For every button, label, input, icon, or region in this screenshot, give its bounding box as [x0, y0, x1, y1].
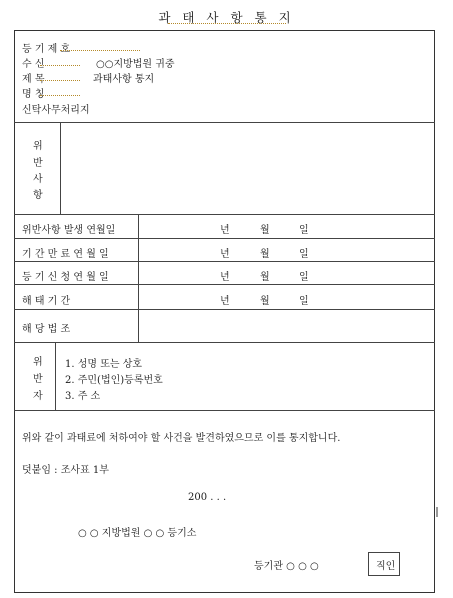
divider-violation: [14, 214, 435, 215]
issue-date: 200 . . .: [188, 492, 227, 503]
violator-divider: [55, 342, 56, 410]
date-row-application-year: 년: [220, 272, 230, 283]
divider-date-1: [14, 238, 435, 239]
registrar-name: 등기관 ○ ○ ○: [254, 561, 319, 572]
date-row-expiry-year: 년: [220, 249, 230, 260]
header-row-registration-label: 등 기 제 호: [22, 44, 71, 55]
date-row-application-month: 월: [260, 272, 270, 283]
divider-date-3: [14, 284, 435, 285]
header-row-recipient-dots: [40, 65, 80, 66]
violation-label-char-2: 반: [33, 158, 43, 169]
violator-item-id: 2. 주민(법인)등록번호: [65, 375, 163, 386]
divider-header: [14, 122, 435, 123]
violator-item-name: 1. 성명 또는 상호: [65, 359, 143, 370]
divider-date-4: [14, 309, 435, 310]
violation-label-char-4: 항: [33, 190, 43, 201]
date-row-delay-label: 해 태 기 간: [22, 296, 71, 307]
divider-violator: [14, 410, 435, 411]
header-row-recipient-label: 수 신: [22, 59, 45, 70]
attachment-text: 덧붙임 : 조사표 1부: [22, 465, 109, 476]
date-label-divider: [138, 214, 139, 342]
violation-label-char-1: 위: [33, 141, 43, 152]
date-row-occurrence-month: 월: [260, 225, 270, 236]
date-row-occurrence-label: 위반사항 발생 연월일: [22, 225, 116, 236]
header-row-name-dots: [40, 95, 80, 96]
header-row-recipient-value: ○○지방법원 귀중: [96, 59, 175, 70]
violator-item-address: 3. 주 소: [65, 391, 101, 402]
date-row-expiry-day: 일: [299, 249, 309, 260]
date-row-occurrence-day: 일: [299, 225, 309, 236]
header-row-registration-dots: [60, 50, 140, 51]
law-label: 해 당 법 조: [22, 324, 71, 335]
notice-text: 위와 같이 과태료에 처하여야 할 사건을 발견하였으므로 이를 통지합니다.: [22, 433, 341, 444]
violator-label-char-1: 위: [33, 357, 43, 368]
title-underline: [168, 23, 286, 24]
official-seal-label: 직인: [376, 561, 396, 572]
scroll-indicator: [436, 507, 438, 517]
date-row-delay-day: 일: [299, 296, 309, 307]
header-row-subject-value: 과태사항 통지: [93, 74, 155, 85]
office-label: 신탁사무처리지: [22, 105, 90, 116]
violation-divider: [60, 122, 61, 214]
divider-law: [14, 342, 435, 343]
date-row-delay-year: 년: [220, 296, 230, 307]
date-row-expiry-label: 기 간 만 료 연 월 일: [22, 249, 109, 260]
date-row-delay-month: 월: [260, 296, 270, 307]
header-row-name-label: 명 칭: [22, 89, 45, 100]
issuing-office: ○ ○ 지방법원 ○ ○ 등기소: [78, 528, 197, 539]
violator-label-char-2: 반: [33, 374, 43, 385]
violator-label-char-3: 자: [33, 391, 43, 402]
date-row-application-day: 일: [299, 272, 309, 283]
violation-label-char-3: 사: [33, 174, 43, 185]
header-row-subject-dots: [40, 80, 80, 81]
date-row-expiry-month: 월: [260, 249, 270, 260]
divider-date-2: [14, 261, 435, 262]
date-row-application-label: 등 기 신 청 연 월 일: [22, 272, 109, 283]
document-title: 과 태 사 항 통 지: [158, 10, 295, 25]
date-row-occurrence-year: 년: [220, 225, 230, 236]
header-row-subject-label: 제 목: [22, 74, 45, 85]
